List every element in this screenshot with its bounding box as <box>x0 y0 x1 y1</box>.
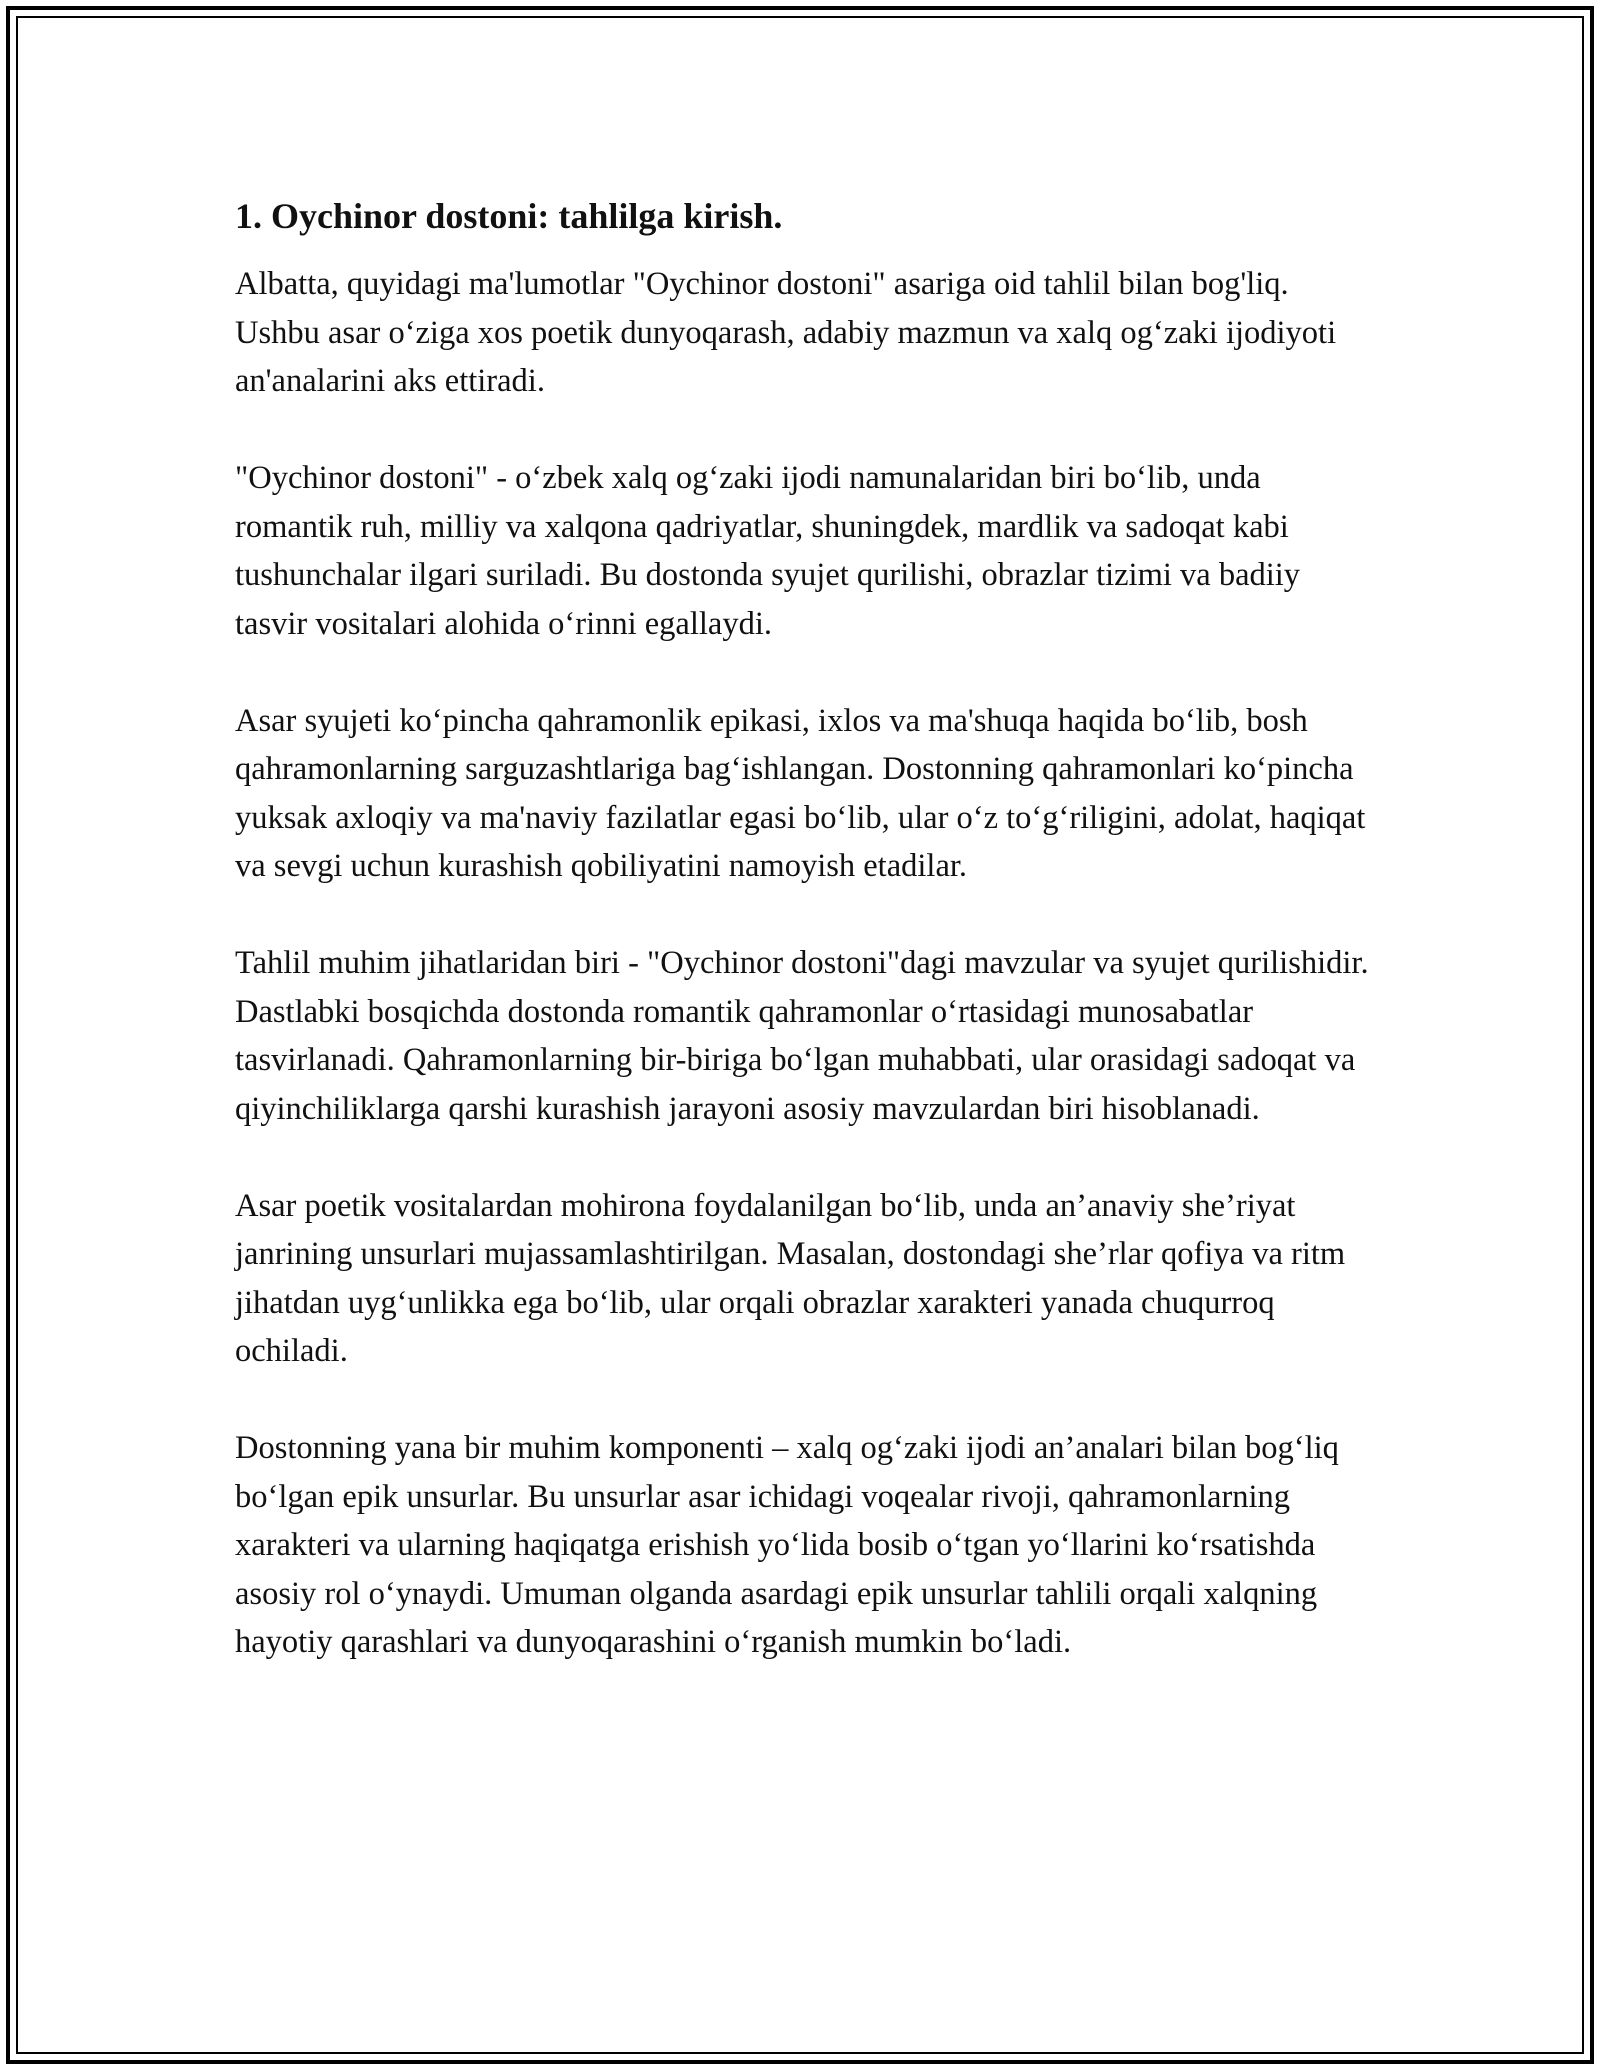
paragraph-epic-elements: Dostonning yana bir muhim komponenti – xalq og‘zaki ijodi an’analari bilan bog‘liq bo‘lgan epik unsurlar. Bu unsurlar asar ichidagi voqealar rivoji, qahramonlarning xarakteri va ularning haqiqatga erishish yo‘lida bosib o‘tgan yo‘llarini ko‘rsatishda asosiy rol o‘ynaydi. Umuman olganda asardagi epik unsurlar tahlili orqali xalqning hayotiy qarashlari va dunyoqarashini o‘rganish mumkin bo‘ladi. <box>235 1430 1339 1660</box>
document-body <box>235 190 1370 1715</box>
paragraph-poetics: Asar poetik vositalardan mohirona foydalanilgan bo‘lib, unda an’anaviy she’riyat janrining unsurlari mujassamlashtirilgan. Masalan, dostondagi she’rlar qofiya va ritm jihatdan uyg‘unlikka ega bo‘lib, ular orqali obrazlar xarakteri yanada chuqurroq ochiladi. <box>235 1187 1346 1369</box>
paragraph-definition: "Oychinor dostoni" - o‘zbek xalq og‘zaki ijodi namunalaridan biri bo‘lib, unda romantik ruh, milliy va xalqona qadriyatlar, shuningdek, mardlik va sadoqat kabi tushunchalar ilgari suriladi. Bu dostonda syujet qurilishi, obrazlar tizimi va badiiy tasvir vositalari alohida o‘rinni egallaydi. <box>235 460 1301 642</box>
page-title: 1. Oychinor dostoni: tahlilga kirish. <box>235 196 783 236</box>
paragraph-plot: Asar syujeti ko‘pincha qahramonlik epikasi, ixlos va ma'shuqa haqida bo‘lib, bosh qahramonlarning sarguzashtlariga bag‘ishlangan. Dostonning qahramonlari ko‘pincha yuksak axloqiy va ma'naviy fazilatlar egasi bo‘lib, ular o‘z to‘g‘riligini, adolat, haqiqat va sevgi uchun kurashish qobiliyatini namoyish etadilar. <box>235 702 1366 884</box>
paragraph-themes: Tahlil muhim jihatlaridan biri - "Oychinor dostoni"dagi mavzular va syujet qurilishidir. Dastlabki bosqichda dostonda romantik qahramonlar o‘rtasidagi munosabatlar tasvirlanadi. Qahramonlarning bir-biriga bo‘lgan muhabbati, ular orasidagi sadoqat va qiyinchiliklarga qarshi kurashish jarayoni asosiy mavzulardan biri hisoblanadi. <box>235 945 1369 1127</box>
paragraph-intro: Albatta, quyidagi ma'lumotlar "Oychinor dostoni" asariga oid tahlil bilan bog'liq. Ushbu asar o‘ziga xos poetik dunyoqarash, adabiy mazmun va xalq og‘zaki ijodiyoti an'analarini aks ettiradi. <box>235 266 1337 399</box>
